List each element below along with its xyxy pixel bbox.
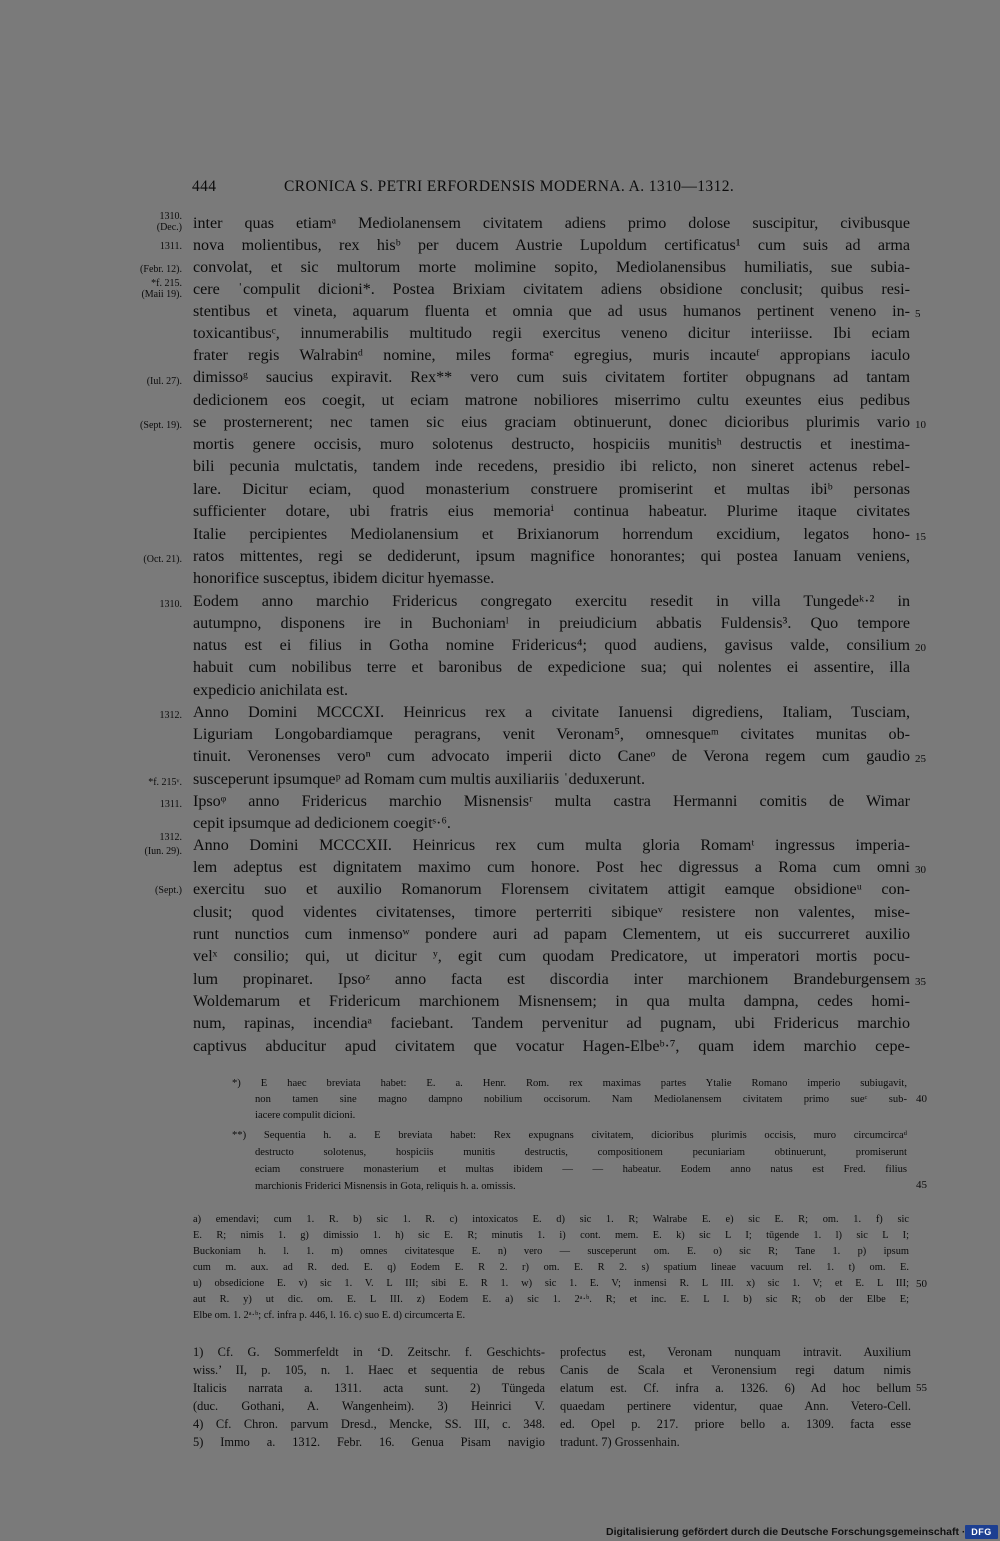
text-line: Eodem anno marchio Fridericus congregato exercitu resedit in villa Tungedeᵏ·² in — [193, 593, 910, 610]
apparatus-line: Elbe om. 1. 2ᵃ·ᵇ; cf. infra p. 446, l. 16. c) suo E. d) circumcerta E. — [193, 1310, 466, 1321]
margin-note: (Iun. 29). — [144, 846, 182, 857]
line-number: 15 — [915, 531, 926, 543]
running-header — [192, 178, 852, 200]
margin-note: *f. 215ᵛ. — [148, 777, 182, 788]
line-number: 25 — [915, 753, 926, 765]
line-number: 50 — [916, 1278, 927, 1290]
star-note-line: marchionis Friderici Misnensis in Gota, reliquis h. a. omissis. — [255, 1181, 516, 1192]
text-line: natus est ei filius in Gotha nomine Fridericus⁴; quod audiens, gavisus valde, consilium — [193, 637, 910, 654]
text-line: cere ˈcompulit dicioni*. Postea Brixiam civitatem adiens obsidione conclusit; quibus resi- — [193, 281, 910, 298]
digitization-footer — [606, 1523, 1000, 1541]
text-line: lem adeptus est dignitatem maximo cum honore. Post hec digressus a Roma cum omni — [193, 859, 910, 876]
text-line: toxicantibusᶜ, innumerabilis multitudo regii exercitus veneno dicitur interiisse. Ibi eciam — [193, 325, 910, 342]
text-line: Liguriam Longobardiamque peragrans, venit Veronam⁵, omnesqueᵐ civitates munitas ob- — [193, 726, 910, 743]
footnote-line: (duc. Gothani, A. Wangenheim). 3) Heinrici V. — [193, 1399, 545, 1413]
text-line: mortis genere occisis, muro solotenus destructo, hospiciis munitisʰ destructis et inestima- — [193, 436, 910, 453]
text-line: nova molientibus, rex hisᵇ per ducem Austrie Lupoldum certificatus¹ cum suis ad arma — [193, 237, 910, 254]
margin-note: 1312. — [159, 710, 182, 721]
text-line: captivus abducitur apud civitatem que vocatur Hagen-Elbeᵇ·⁷, quam idem marchio cepe- — [193, 1038, 910, 1055]
margin-note: 1312. — [159, 832, 182, 843]
text-line: runt nunctios cum inmensoʷ pondere auri ad papam Clementem, ut eis succurreret auxilio — [193, 926, 910, 943]
text-line: exercitu suo et auxilio Romanorum Florensem civitatem attigit eamque obsidioneᵘ con- — [193, 881, 910, 898]
page-number: 444 — [192, 178, 217, 195]
line-number: 35 — [915, 976, 926, 988]
text-line: velˣ consilio; qui, ut dicitur ʸ, egit cum quodam Predicatore, ut imperatori mortis pocu- — [193, 948, 910, 965]
text-line: susceperunt ipsumqueᵖ ad Romam cum multis auxiliariis ˈdeduxerunt. — [193, 771, 645, 788]
star-note-line: iacere compulit dicioni. — [255, 1110, 356, 1121]
text-line: dimissoᵍ saucius expiravit. Rex** vero cum suis civitatem fortiter obpugnans ad tantam — [193, 369, 910, 386]
text-line: Woldemarum et Fridericum marchionem Misnensem; in qua multa dampna, cedes homi- — [193, 993, 910, 1010]
text-line: num, rapinas, incendiaᵃ faciebant. Tandem pervenitur ad pugnam, ubi Fridericus marchio — [193, 1015, 910, 1032]
text-line: ratos mittentes, regi se dediderunt, ipsum magnifice honorantes; qui postea Ianuam veniens, — [193, 548, 910, 565]
text-line: lum propinaret. Ipsoᶻ anno facta est discordia inter marchionem Brandeburgensem — [193, 971, 910, 988]
text-line: se prosternerent; nec tamen sic eius graciam obtinuerunt, donec dicioribus plurimis vario — [193, 414, 910, 431]
margin-note: 1310. — [159, 599, 182, 610]
margin-note: (Iul. 27). — [146, 376, 182, 387]
text-line: autumpno, disponens ire in Buchoniamˡ in preiudicium abbatis Fuldensis³. Quo tempore — [193, 615, 910, 632]
text-line: tinuit. Veronenses veroⁿ cum advocato imperii dicto Caneᵒ de Verona regem cum gaudio — [193, 748, 910, 765]
text-line: frater regis Walrabinᵈ nomine, miles formaᵉ egregius, muris incauteᶠ appropians iaculo — [193, 347, 910, 364]
text-line: honorifice susceptus, ibidem dicitur hyemasse. — [193, 570, 495, 587]
footer-text: Digitalisierung gefördert durch die Deutsche Forschungsgemeinschaft · — [606, 1526, 966, 1538]
apparatus-line: aut R. y) ut dic. om. E. L III. z) Eodem E. a) sic 1. 2ᵃ·ᵇ. R; et inc. E. L I. b) sic R; ob der Elbe E; — [193, 1294, 909, 1305]
text-line: cepit ipsumque ad dedicionem coegitˢ·⁶. — [193, 815, 451, 832]
apparatus-line: u) obsedicione E. v) sic 1. V. L III; sibi E. R 1. w) sic 1. E. V; inmensi R. L III. x) sic 1. V; et E. L III; — [193, 1278, 909, 1289]
text-line: Anno Domini MCCCXII. Heinricus rex cum multa gloria Romamᵗ ingressus imperia- — [193, 837, 910, 854]
text-line: stentibus et vineta, aquarum fluenta et omnia que ad usus humanos pertinent veneno in- — [193, 303, 910, 320]
margin-note: 1311. — [159, 241, 182, 252]
text-line: sufficienter dotare, ubi fratris eius memoriaⁱ continua habeatur. Plurime itaque civitates — [193, 503, 910, 520]
star-note-line: eciam construere monasterium et multas ibidem — — habeatur. Eodem anno natus est Fred. filius — [255, 1164, 907, 1175]
line-number: 40 — [916, 1093, 927, 1105]
margin-note: (Sept. 19). — [140, 420, 182, 431]
footnote-line: 4) Cf. Chron. parvum Dresd., Mencke, SS. III, c. 348. — [193, 1417, 545, 1431]
footnote-line: ed. Opel p. 217. priore bello a. 1309. facta esse — [560, 1417, 911, 1431]
line-number: 5 — [915, 308, 921, 320]
star-note-line: destructo solotenus, hospiciis munitis destructis, compositionem pecuniariam obtinuerunt, promiserunt — [255, 1147, 907, 1158]
footnote-line: tradunt. 7) Grossenhain. — [560, 1435, 680, 1449]
line-number: 10 — [915, 419, 926, 431]
margin-note: *f. 215. — [151, 278, 182, 289]
text-line: clusit; quod videntes civitatenses, timore perterriti sibiqueᵛ resistere non valentes, mise- — [193, 904, 910, 921]
text-line: Ipsoᵠ anno Fridericus marchio Misnensisʳ multa castra Hermanni comitis de Wimar — [193, 793, 910, 810]
text-line: inter quas etiamᵃ Mediolanensem civitatem adiens primo dolose suscipitur, civibusque — [193, 215, 910, 232]
star-note-line: non tamen sine magno dampno nobilium occisorum. Nam Mediolanensem civitatem primo sueᶜ sub- — [255, 1094, 907, 1105]
footnote-line: profectus est, Veronam nunquam intravit. Auxilium — [560, 1345, 911, 1359]
apparatus-line: a) emendavi; cum 1. R. b) sic 1. R. c) intoxicatos E. d) sic 1. R; Walrabe E. e) sic E. R; om. 1. f) sic — [193, 1214, 909, 1225]
line-number: 45 — [916, 1179, 927, 1191]
star-note-line: *) E haec breviata habet: E. a. Henr. Rom. rex maximas partes Ytalie Romano imperio subiugavit, — [232, 1078, 907, 1089]
dfg-logo-icon: DFG — [965, 1525, 998, 1539]
star-note-line: **) Sequentia h. a. E breviata habet: Rex expugnans civitatem, dicioribus plurimis occisis, muro circumcircaᵈ — [232, 1130, 907, 1141]
text-line: lare. Dicitur eciam, quod monasterium construere promiserint et multas ibiᵇ personas — [193, 481, 910, 498]
text-line: expedicio anichilata est. — [193, 682, 349, 699]
footnote-line: Italicis narrata a. 1311. acta sunt. 2) Tüngeda — [193, 1381, 545, 1395]
margin-note: (Oct. 21). — [143, 554, 182, 565]
margin-note: (Maii 19). — [141, 289, 182, 300]
margin-note: (Febr. 12). — [140, 264, 182, 275]
footnote-line: 5) Immo a. 1312. Febr. 16. Genua Pisam navigio — [193, 1435, 545, 1449]
margin-note: 1310. — [159, 211, 182, 222]
text-line: habuit cum nobilibus terre et baronibus de expedicione sua; qui nolentes ei assentire, illa — [193, 659, 910, 676]
line-number: 30 — [915, 864, 926, 876]
text-line: convolat, et sic multorum morte molimine sopito, Mediolanensibus humiliatis, sue subia- — [193, 259, 910, 276]
line-number: 55 — [916, 1382, 927, 1394]
text-line: bili pecunia mulctatis, tandem inde recedens, presidio ibi relicto, non sineret actenus rebel- — [193, 458, 910, 475]
apparatus-line: E. R; nimis 1. g) dimissio 1. h) sic E. R; minutis 1. i) cont. mem. E. k) sic L I; tūgende 1. l) sic L I; — [193, 1230, 909, 1241]
footnote-line: Canis de Scala et Veronensium regi datum nimis — [560, 1363, 911, 1377]
text-line: dedicionem eos coegit, ut eciam matrone nobiliores miserrimo cultu exeuntes eius pedibus — [193, 392, 910, 409]
apparatus-line: cum m. aux. ad R. ded. E. q) Eodem E. R 2. r) om. E. R 2. s) spatium lineae vacuum rel. 1. t) om. E. — [193, 1262, 909, 1273]
footnote-line: 1) Cf. G. Sommerfeldt in ‘D. Zeitschr. f. Geschichts- — [193, 1345, 545, 1359]
footnote-line: elatum est. Cf. infra a. 1326. 6) Ad hoc bellum — [560, 1381, 911, 1395]
page-title: CRONICA S. PETRI ERFORDENSIS MODERNA. A. 1310—1312. — [284, 178, 735, 195]
margin-note: (Dec.) — [156, 222, 182, 233]
footnote-line: quaedam pertinere videntur, quae Ann. Vetero-Cell. — [560, 1399, 911, 1413]
apparatus-line: Buckoniam h. l. 1. m) omnes civitatesque E. n) vero — susceperunt om. E. o) sic R; Tane 1. p) ipsum — [193, 1246, 909, 1257]
text-line: Anno Domini MCCCXI. Heinricus rex a civitate Ianuensi digrediens, Italiam, Tusciam, — [193, 704, 910, 721]
margin-note: 1311. — [159, 799, 182, 810]
footnote-line: wiss.’ II, p. 105, n. 1. Haec et sequentia de rebus — [193, 1363, 545, 1377]
line-number: 20 — [915, 642, 926, 654]
margin-note: (Sept.) — [155, 885, 182, 896]
text-line: Italie percipientes Mediolanensium et Brixianorum horrendum excidium, legatos hono- — [193, 526, 910, 543]
